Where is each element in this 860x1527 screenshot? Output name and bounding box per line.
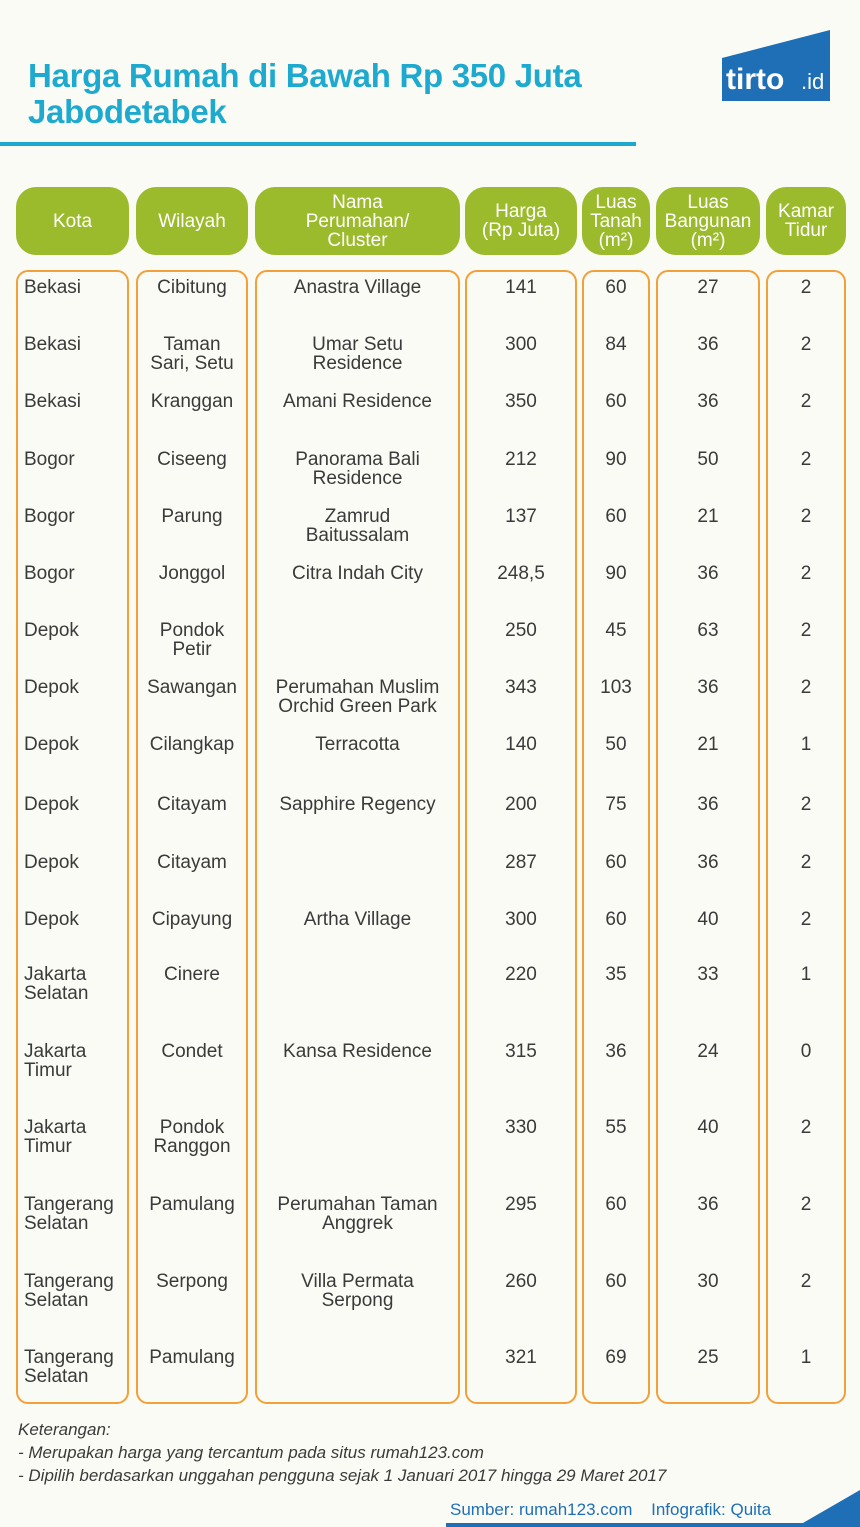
cell-luas-bangunan: 21: [697, 506, 719, 527]
cell-wilayah-line: Ranggon: [153, 1136, 231, 1157]
cell-kota-line: Jakarta: [24, 1041, 87, 1062]
cell-kota-line: Depok: [24, 909, 79, 930]
header-harga-line: (Rp Juta): [481, 220, 561, 241]
cell-kota: [24, 564, 124, 583]
cell-kota-line: Selatan: [24, 1213, 89, 1234]
footer-credits: [450, 1500, 785, 1520]
cell-wilayah-line: Sawangan: [147, 677, 237, 698]
cell-wilayah: [136, 450, 248, 469]
cell-wilayah-line: Cilangkap: [149, 734, 235, 755]
cell-kamar-tidur: 2: [800, 852, 812, 873]
header-bangunan-line: Bangunan: [664, 210, 752, 232]
cell-wilayah: [136, 795, 248, 814]
cell-kamar-tidur: 2: [800, 391, 812, 412]
cell-kamar-tidur: 2: [800, 334, 812, 355]
cell-nama-line: Residence: [312, 353, 403, 374]
cell-wilayah: [136, 1118, 248, 1156]
cell-wilayah-line: Sari, Setu: [150, 353, 234, 374]
cell-wilayah: [136, 507, 248, 526]
cell-nama: [255, 1195, 460, 1233]
cell-kota: [24, 621, 124, 640]
cell-nama: [255, 795, 460, 814]
cell-wilayah-line: Cinere: [164, 964, 220, 985]
cell-nama-line: Citra Indah City: [292, 563, 423, 584]
header-wilayah-label: Wilayah: [158, 210, 226, 232]
cell-kota-line: Jakarta: [24, 964, 87, 985]
cell-kota-line: Bekasi: [24, 277, 82, 298]
header-kota: [16, 187, 129, 255]
cell-nama-line: Anggrek: [322, 1213, 393, 1234]
cell-kamar-tidur: 2: [800, 506, 812, 527]
cell-wilayah-line: Condet: [161, 1041, 223, 1062]
cell-nama: [255, 678, 460, 716]
cell-kamar-tidur: 2: [800, 1194, 812, 1215]
cell-wilayah-line: Pondok: [159, 1117, 225, 1138]
credit-text: Infografik: Quita: [651, 1500, 772, 1519]
cell-kamar-tidur: 0: [800, 1041, 812, 1062]
header-nama-line: Nama: [332, 191, 383, 213]
cell-wilayah: [136, 910, 248, 929]
cell-kamar-tidur: 1: [800, 964, 812, 985]
cell-luas-bangunan: 25: [697, 1347, 719, 1368]
cell-luas-tanah: 60: [605, 1271, 627, 1292]
cell-harga: 260: [505, 1271, 537, 1292]
cell-harga: 137: [505, 506, 537, 527]
cell-kota: [24, 965, 124, 1003]
logo-text: tirto: [726, 63, 785, 96]
column-harga: [465, 270, 577, 1404]
header-kamar-line: Kamar: [778, 201, 834, 222]
cell-nama-line: Amani Residence: [283, 391, 432, 412]
cell-nama-line: Terracotta: [315, 734, 400, 755]
cell-kota: [24, 678, 124, 697]
cell-luas-bangunan: 40: [697, 1117, 719, 1138]
cell-nama-line: Panorama Bali: [295, 449, 420, 470]
cell-luas-tanah: 75: [605, 794, 627, 815]
cell-kamar-tidur: 2: [800, 620, 812, 641]
cell-harga: 295: [505, 1194, 537, 1215]
cell-wilayah-line: Jonggol: [158, 563, 226, 584]
cell-wilayah: [136, 965, 248, 984]
cell-kota-line: Depok: [24, 852, 79, 873]
header-luas-tanah: [582, 187, 650, 255]
cell-nama-line: Villa Permata: [301, 1271, 414, 1292]
cell-kamar-tidur: 2: [800, 1117, 812, 1138]
cell-nama: [255, 335, 460, 373]
header-tanah-line: (m²): [598, 229, 634, 251]
cell-kota-line: Timur: [24, 1136, 72, 1157]
cell-nama-line: Anastra Village: [293, 277, 422, 298]
header-wilayah: [136, 187, 248, 255]
cell-kota-line: Depok: [24, 734, 79, 755]
cell-luas-tanah: 90: [605, 449, 627, 470]
cell-harga: 200: [505, 794, 537, 815]
cell-kota-line: Bogor: [24, 449, 75, 470]
cell-luas-bangunan: 63: [697, 620, 719, 641]
cell-nama: [255, 910, 460, 929]
cell-wilayah: [136, 1195, 248, 1214]
column-luas-tanah: [582, 270, 650, 1404]
cell-kamar-tidur: 2: [800, 677, 812, 698]
cell-luas-bangunan: 27: [697, 277, 719, 298]
cell-wilayah-line: Parung: [161, 506, 223, 527]
cell-kota: [24, 392, 124, 411]
cell-harga: 300: [505, 909, 537, 930]
cell-kota: [24, 853, 124, 872]
cell-nama: [255, 1272, 460, 1310]
cell-luas-tanah: 35: [605, 964, 627, 985]
cell-wilayah: [136, 853, 248, 872]
cell-wilayah-line: Pondok: [159, 620, 225, 641]
cell-kota-line: Selatan: [24, 1290, 89, 1311]
cell-kota-line: Tangerang: [24, 1271, 114, 1292]
column-wilayah: [136, 270, 248, 1404]
cell-harga: 330: [505, 1117, 537, 1138]
cell-harga: 321: [505, 1347, 537, 1368]
cell-kamar-tidur: 2: [800, 794, 812, 815]
tirto-logo: [722, 30, 830, 101]
cell-kota-line: Bekasi: [24, 391, 82, 412]
cell-luas-bangunan: 50: [697, 449, 719, 470]
header-tanah-line: Luas: [595, 191, 637, 213]
cell-wilayah-line: Ciseeng: [157, 449, 227, 470]
cell-kota: [24, 1272, 124, 1310]
cell-wilayah: [136, 735, 248, 754]
cell-wilayah-line: Cipayung: [151, 909, 233, 930]
header-harga: [465, 187, 577, 255]
cell-kota: [24, 278, 124, 297]
cell-kamar-tidur: 1: [800, 1347, 812, 1368]
cell-nama: [255, 392, 460, 411]
header-nama-line: Cluster: [327, 229, 388, 251]
cell-wilayah: [136, 335, 248, 373]
cell-kota-line: Bogor: [24, 506, 75, 527]
cell-wilayah: [136, 564, 248, 583]
cell-harga: 220: [505, 964, 537, 985]
notes-line-2: - Dipilih berdasarkan unggahan pengguna sejak 1 Januari 2017 hingga 29 Maret 2017: [18, 1466, 667, 1485]
cell-luas-tanah: 45: [605, 620, 627, 641]
cell-kota-line: Depok: [24, 620, 79, 641]
title-line-2: Jabodetabek: [28, 93, 227, 130]
cell-wilayah: [136, 1042, 248, 1061]
header-harga-line: Harga: [495, 201, 547, 222]
cell-luas-bangunan: 21: [697, 734, 719, 755]
cell-kota: [24, 1195, 124, 1233]
cell-nama: [255, 1042, 460, 1061]
cell-luas-bangunan: 36: [697, 391, 719, 412]
cell-kamar-tidur: 2: [800, 449, 812, 470]
cell-kota-line: Jakarta: [24, 1117, 87, 1138]
cell-wilayah: [136, 392, 248, 411]
cell-nama-line: Perumahan Taman: [277, 1194, 438, 1215]
cell-luas-tanah: 84: [605, 334, 627, 355]
cell-kota: [24, 1118, 124, 1156]
cell-harga: 141: [505, 277, 537, 298]
cell-harga: 140: [505, 734, 537, 755]
cell-wilayah: [136, 1272, 248, 1291]
cell-harga: 300: [505, 334, 537, 355]
cell-nama-line: Kansa Residence: [283, 1041, 432, 1062]
header-bangunan-line: (m²): [690, 229, 726, 251]
cell-wilayah-line: Pamulang: [149, 1347, 235, 1368]
cell-nama-line: Serpong: [321, 1290, 394, 1311]
cell-luas-bangunan: 36: [697, 852, 719, 873]
cell-nama: [255, 564, 460, 583]
cell-kota: [24, 1042, 124, 1080]
notes-line-1: - Merupakan harga yang tercantum pada situs rumah123.com: [18, 1443, 484, 1462]
cell-luas-tanah: 60: [605, 506, 627, 527]
cell-kota-line: Bogor: [24, 563, 75, 584]
cell-wilayah-line: Cibitung: [157, 277, 227, 298]
cell-nama: [255, 278, 460, 297]
cell-luas-bangunan: 36: [697, 677, 719, 698]
column-kamar-tidur: [766, 270, 846, 1404]
cell-nama-line: Orchid Green Park: [278, 696, 437, 717]
cell-nama-line: Umar Setu: [312, 334, 403, 355]
cell-wilayah-line: Taman: [163, 334, 221, 355]
cell-kota-line: Depok: [24, 677, 79, 698]
cell-luas-bangunan: 36: [697, 1194, 719, 1215]
cell-luas-bangunan: 36: [697, 563, 719, 584]
header-kota-label: Kota: [52, 210, 93, 232]
cell-luas-tanah: 55: [605, 1117, 627, 1138]
cell-kota-line: Selatan: [24, 1366, 89, 1387]
cell-nama: [255, 450, 460, 488]
cell-luas-bangunan: 36: [697, 794, 719, 815]
cell-nama-line: Artha Village: [303, 909, 412, 930]
cell-wilayah-line: Petir: [172, 639, 212, 660]
cell-nama-line: Sapphire Regency: [279, 794, 436, 815]
cell-kamar-tidur: 2: [800, 277, 812, 298]
cell-wilayah: [136, 278, 248, 297]
header-tanah-line: Tanah: [590, 210, 642, 232]
cell-luas-tanah: 103: [600, 677, 632, 698]
cell-wilayah: [136, 678, 248, 697]
page-title: [28, 58, 581, 130]
cell-luas-tanah: 60: [605, 909, 627, 930]
cell-wilayah-line: Serpong: [156, 1271, 228, 1292]
cell-luas-tanah: 60: [605, 852, 627, 873]
cell-luas-bangunan: 24: [697, 1041, 719, 1062]
cell-luas-tanah: 60: [605, 391, 627, 412]
header-nama-line: Perumahan/: [305, 210, 410, 232]
header-kamar-tidur: [766, 187, 846, 255]
cell-kota-line: Selatan: [24, 983, 89, 1004]
logo-suffix: .id: [801, 69, 825, 94]
cell-kota-line: Tangerang: [24, 1347, 114, 1368]
cell-wilayah-line: Kranggan: [150, 391, 234, 412]
cell-kota: [24, 1348, 124, 1386]
cell-nama: [255, 735, 460, 754]
cell-luas-tanah: 36: [605, 1041, 627, 1062]
cell-harga: 350: [505, 391, 537, 412]
cell-kota: [24, 910, 124, 929]
cell-luas-tanah: 60: [605, 277, 627, 298]
source-text: Sumber: rumah123.com: [450, 1500, 633, 1519]
cell-luas-bangunan: 30: [697, 1271, 719, 1292]
cell-nama-line: Baitussalam: [305, 525, 410, 546]
cell-kamar-tidur: 2: [800, 1271, 812, 1292]
column-luas-bangunan: [656, 270, 760, 1404]
cell-kamar-tidur: 2: [800, 909, 812, 930]
cell-harga: 287: [505, 852, 537, 873]
cell-harga: 212: [505, 449, 537, 470]
cell-nama-line: Residence: [312, 468, 403, 489]
cell-harga: 315: [505, 1041, 537, 1062]
cell-kota: [24, 335, 124, 354]
cell-kota: [24, 795, 124, 814]
cell-kamar-tidur: 1: [800, 734, 812, 755]
title-underline: [0, 142, 636, 146]
header-kamar-line: Tidur: [784, 220, 828, 241]
header-nama: [255, 187, 460, 255]
notes: [18, 1418, 666, 1487]
cell-kamar-tidur: 2: [800, 563, 812, 584]
cell-wilayah: [136, 1348, 248, 1367]
cell-luas-tanah: 60: [605, 1194, 627, 1215]
title-line-1: Harga Rumah di Bawah Rp 350 Juta: [28, 57, 582, 94]
cell-luas-bangunan: 36: [697, 334, 719, 355]
cell-wilayah-line: Pamulang: [149, 1194, 235, 1215]
cell-nama-line: Perumahan Muslim: [275, 677, 440, 698]
cell-luas-tanah: 69: [605, 1347, 627, 1368]
cell-kota-line: Tangerang: [24, 1194, 114, 1215]
cell-kota-line: Timur: [24, 1060, 72, 1081]
cell-kota: [24, 507, 124, 526]
header-luas-bangunan: [656, 187, 760, 255]
cell-harga: 250: [505, 620, 537, 641]
cell-kota-line: Depok: [24, 794, 79, 815]
footer-corner-shape: [796, 1490, 860, 1527]
cell-kota-line: Bekasi: [24, 334, 82, 355]
cell-nama-line: Zamrud: [324, 506, 391, 527]
cell-luas-tanah: 90: [605, 563, 627, 584]
cell-wilayah-line: Citayam: [157, 794, 227, 815]
notes-heading: Keterangan:: [18, 1420, 111, 1439]
cell-luas-bangunan: 33: [697, 964, 719, 985]
cell-luas-bangunan: 40: [697, 909, 719, 930]
cell-harga: 343: [505, 677, 537, 698]
cell-wilayah-line: Citayam: [157, 852, 227, 873]
cell-wilayah: [136, 621, 248, 659]
header-bangunan-line: Luas: [687, 191, 729, 213]
cell-kota: [24, 735, 124, 754]
cell-harga: 248,5: [497, 563, 545, 584]
cell-nama: [255, 507, 460, 545]
cell-kota: [24, 450, 124, 469]
cell-luas-tanah: 50: [605, 734, 627, 755]
